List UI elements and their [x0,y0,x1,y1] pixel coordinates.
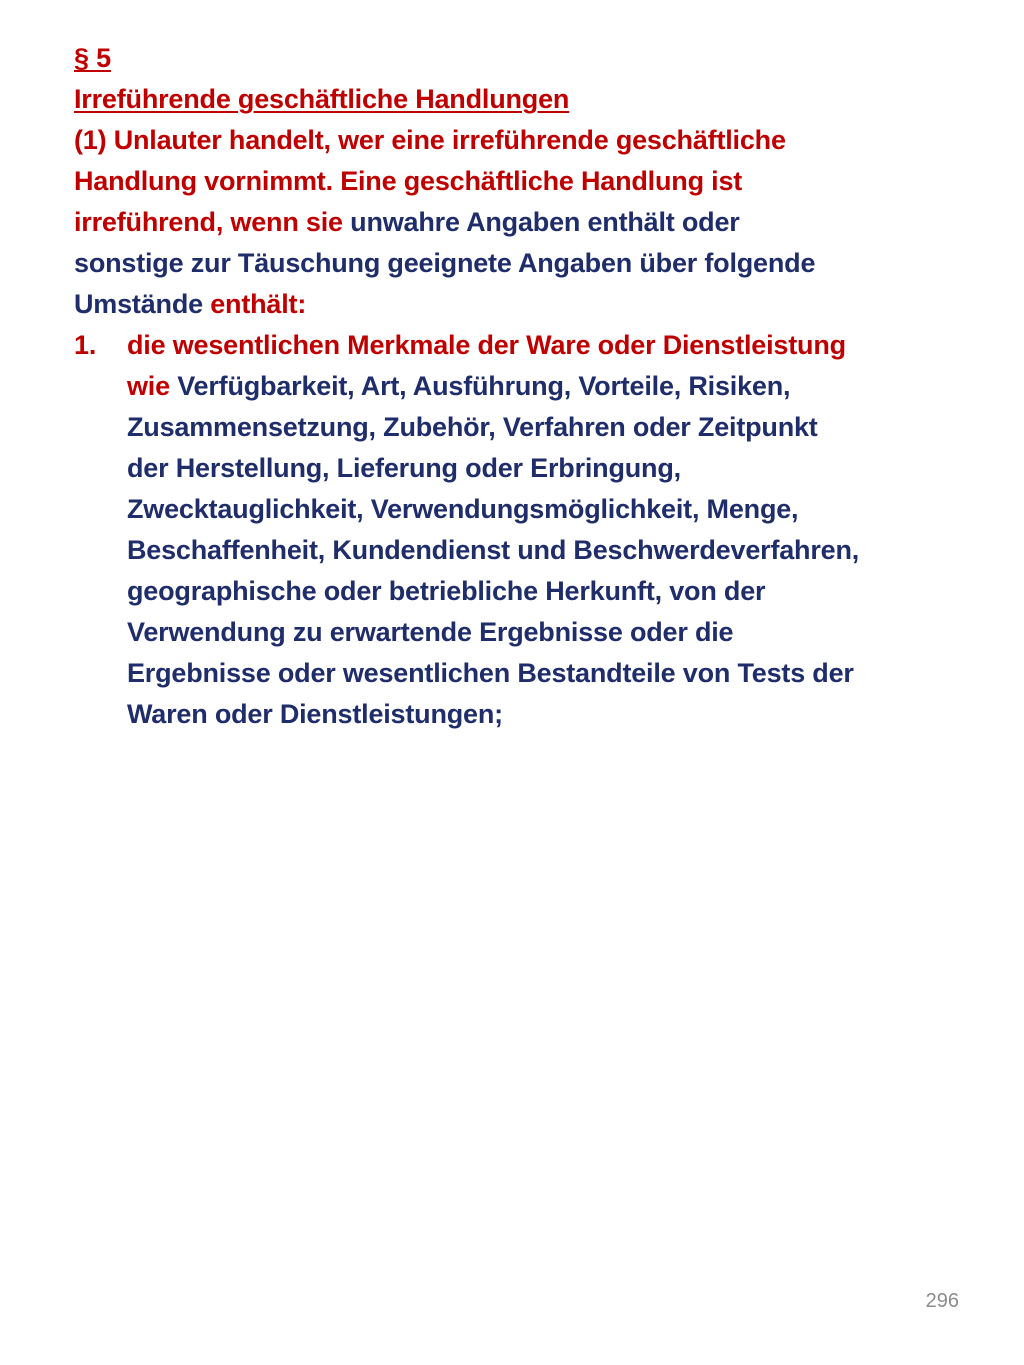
paragraph-line: sonstige zur Täuschung geeignete Angaben über folgende [74,248,816,278]
section-number: § 5 [74,43,111,73]
highlight-text: wie [127,371,170,401]
paragraph-line [74,284,974,325]
paragraph-line: (1) Unlauter handelt, wer eine irreführende geschäftliche [74,125,786,155]
list-item [74,325,974,735]
list-line: Zwecktauglichkeit, Verwendungsmöglichkeit, Menge, [127,494,799,524]
list-line: geographische oder betriebliche Herkunft, von der [127,576,766,606]
list-line: die wesentlichen Merkmale der Ware oder Dienstleistung [127,330,846,360]
body-text: Verfügbarkeit, Art, Ausführung, Vorteile, Risiken, [169,371,791,401]
list-line: Zusammensetzung, Zubehör, Verfahren oder Zeitpunkt [127,412,818,442]
body-text: Umstände [74,289,203,319]
section-title: Irreführende geschäftliche Handlungen [74,84,570,114]
list-line: der Herstellung, Lieferung oder Erbringung, [127,453,681,483]
list-line: Verwendung zu erwartende Ergebnisse oder die [127,617,734,647]
list-line [127,366,974,407]
highlight-text: irreführend, wenn sie [74,207,343,237]
list-line: Ergebnisse oder wesentlichen Bestandteile von Tests der [127,658,854,688]
slide-content [74,38,974,735]
highlight-text: enthält: [202,289,307,319]
list-line: Beschaffenheit, Kundendienst und Beschwerdeverfahren, [127,535,860,565]
page-number: 296 [925,1290,959,1312]
paragraph-line [74,202,974,243]
list-line: Waren oder Dienstleistungen; [127,699,503,729]
body-text: unwahre Angaben enthält oder [342,207,740,237]
list-number: 1. [74,330,97,360]
paragraph-line: Handlung vornimmt. Eine geschäftliche Handlung ist [74,166,743,196]
paragraph-1 [74,120,974,325]
